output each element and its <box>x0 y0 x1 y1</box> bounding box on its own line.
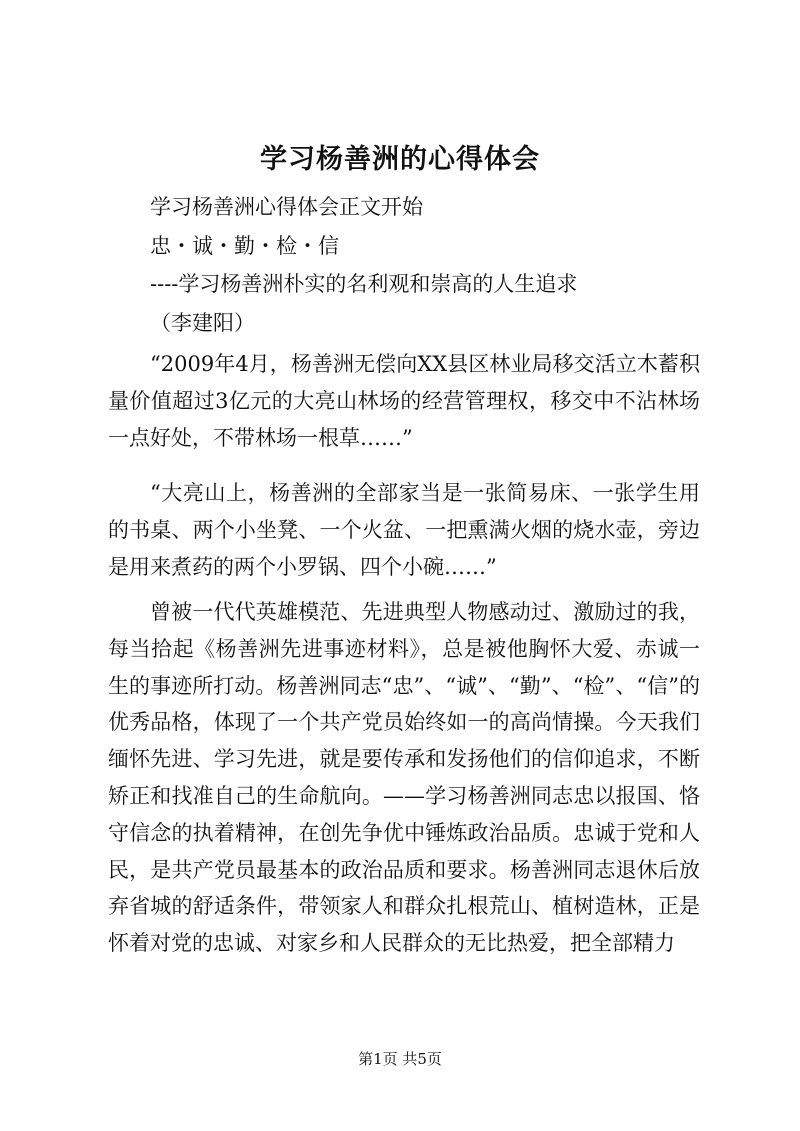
document-title: 学习杨善洲的心得体会 <box>260 144 540 175</box>
paragraph-3: 曾被一代代英雄模范、先进典型人物感动过、激励过的我，每当拾起《杨善洲先进事迹材料》，总是被他胸怀大爱、赤诚一生的事迹所打动。杨善洲同志“忠”、“诚”、“勤”、“检”、“信”的优秀品格，体现了一个共产党员始终如一的高尚情操。今天我们缅怀先进、学习先进，就是要传承和发扬他们的信仰追求，不断矫正和找准自己的生命航向。——学习杨善洲同志忠以报国、恪守信念的执着精神，在创先争优中锤炼政治品质。忠诚于党和人民，是共产党员最基本的政治品质和要求。杨善洲同志退休后放弃省城的舒适条件，带领家人和群众扎根荒山、植树造林，正是怀着对党的忠诚、对家乡和人民群众的无比热爱，把全部精力 <box>108 600 700 956</box>
subtitle-line: ----学习杨善洲朴实的名利观和崇高的人生追求 <box>150 272 578 296</box>
paragraph-1: “2009年4月，杨善洲无偿向XX县区林业局移交活立木蓄积量价值超过3亿元的大亮山林场的经营管理权，移交中不沾林场一点好处，不带林场一根草……” <box>108 352 700 450</box>
page-number-footer: 第1页 共5页 <box>358 1050 442 1068</box>
author-line: （李建阳） <box>150 311 255 335</box>
motto-line: 忠・诚・勤・检・信 <box>150 234 339 258</box>
paragraph-2: “大亮山上，杨善洲的全部家当是一张简易床、一张学生用的书桌、两个小坐凳、一个火盆、一把熏满火烟的烧水壶，旁边是用来煮药的两个小罗锅、四个小碗……” <box>108 481 700 579</box>
intro-line: 学习杨善洲心得体会正文开始 <box>150 195 423 219</box>
